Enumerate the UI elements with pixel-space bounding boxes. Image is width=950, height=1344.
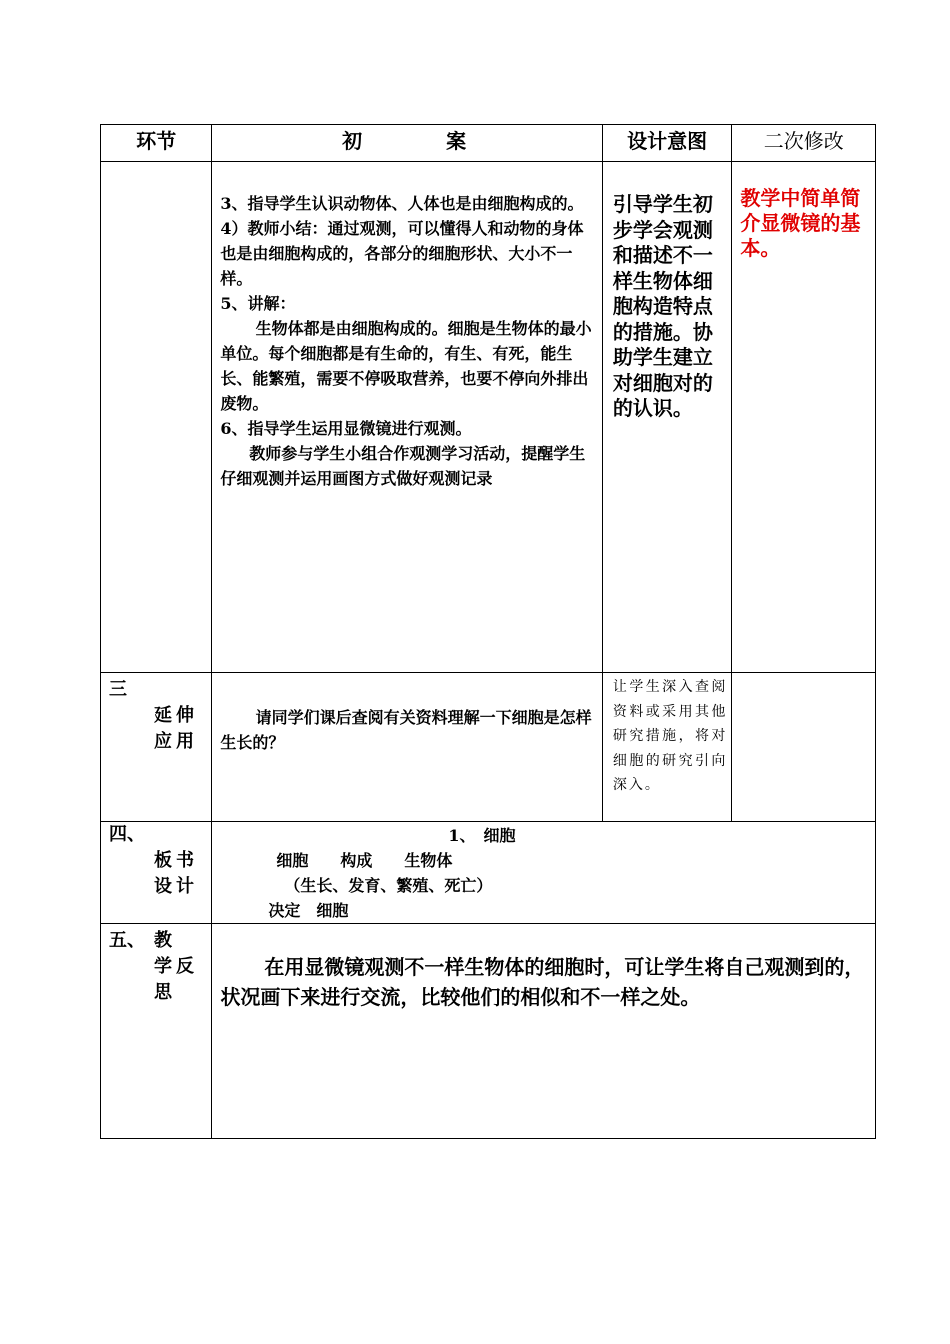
section-4-cell bbox=[101, 822, 212, 924]
section-4-title: 板书设计 bbox=[154, 850, 198, 897]
section-5-cell bbox=[101, 924, 212, 1139]
header-stage: 环节 bbox=[101, 125, 212, 162]
plan-teacher-activity: 教师参与学生小组合作观测学习活动，提醒学生仔细观测并运用画图方式做好观测记录 bbox=[220, 444, 586, 488]
reflection-cell bbox=[212, 924, 876, 1139]
section-3-cell bbox=[101, 673, 212, 822]
section-4-number: 四、 bbox=[109, 824, 145, 845]
plan-step-5: 5、讲解： bbox=[220, 294, 296, 313]
extension-revision-cell bbox=[732, 673, 876, 822]
extension-intent-text: 让学生深入查阅资料或采用其他研究措施，将对细胞的研究引向深入。 bbox=[612, 679, 728, 793]
header-draft: 初 案 bbox=[212, 125, 603, 162]
table-row bbox=[101, 162, 876, 673]
revision-text: 教学中简单简介显微镜的基本。 bbox=[740, 186, 861, 260]
board-line-1: 1、 细胞 bbox=[448, 826, 516, 845]
table-row bbox=[101, 924, 876, 1139]
section-3-title: 延伸应用 bbox=[154, 705, 198, 752]
plan-lecture-text: 生物体都是由细胞构成的。细胞是生物体的最小单位。每个细胞都是有生命的，有生、有死，能生长、能繁殖，需要不停吸取营养，也要不停向外排出废物。 bbox=[220, 319, 592, 413]
plan-cell bbox=[212, 162, 603, 673]
section-5-title: 学反思 bbox=[154, 956, 198, 1003]
section-5-number: 五、 教 bbox=[109, 930, 172, 951]
plan-step-6: 6、指导学生运用显微镜进行观测。 bbox=[220, 419, 472, 438]
table-row bbox=[101, 822, 876, 924]
board-design-cell bbox=[212, 822, 876, 924]
section-3-number: 三 bbox=[109, 679, 127, 700]
board-line-2: 细胞 构成 生物体 bbox=[276, 851, 453, 870]
header-intent: 设计意图 bbox=[602, 125, 732, 162]
intent-text: 引导学生初步学会观测和描述不一样生物体细胞构造特点的措施。协助学生建立对细胞对的的认识。 bbox=[612, 192, 713, 420]
lesson-plan-table bbox=[100, 124, 876, 1139]
revision-cell bbox=[732, 162, 876, 673]
extension-plan-cell bbox=[212, 673, 603, 822]
stage-cell-empty bbox=[101, 162, 212, 673]
reflection-text: 在用显微镜观测不一样生物体的细胞时，可让学生将自己观测到的，状况画下来进行交流，比较他们的相似和不一样之处。 bbox=[220, 955, 865, 1009]
intent-cell bbox=[602, 162, 732, 673]
plan-step-3: 3、指导学生认识动物体、人体也是由细胞构成的。 bbox=[220, 194, 584, 213]
board-line-3: （生长、发育、繁殖、死亡） bbox=[284, 876, 493, 895]
table-row bbox=[101, 673, 876, 822]
header-row bbox=[101, 125, 876, 162]
extension-intent-cell bbox=[602, 673, 732, 822]
plan-step-4: 4）教师小结：通过观测，可以懂得人和动物的身体也是由细胞构成的，各部分的细胞形状、大小不一样。 bbox=[220, 219, 584, 288]
header-revision: 二次修改 bbox=[732, 125, 876, 162]
board-line-4: 决定 细胞 bbox=[268, 901, 349, 920]
extension-plan-text: 请同学们课后查阅有关资料理解一下细胞是怎样生长的？ bbox=[220, 708, 592, 752]
